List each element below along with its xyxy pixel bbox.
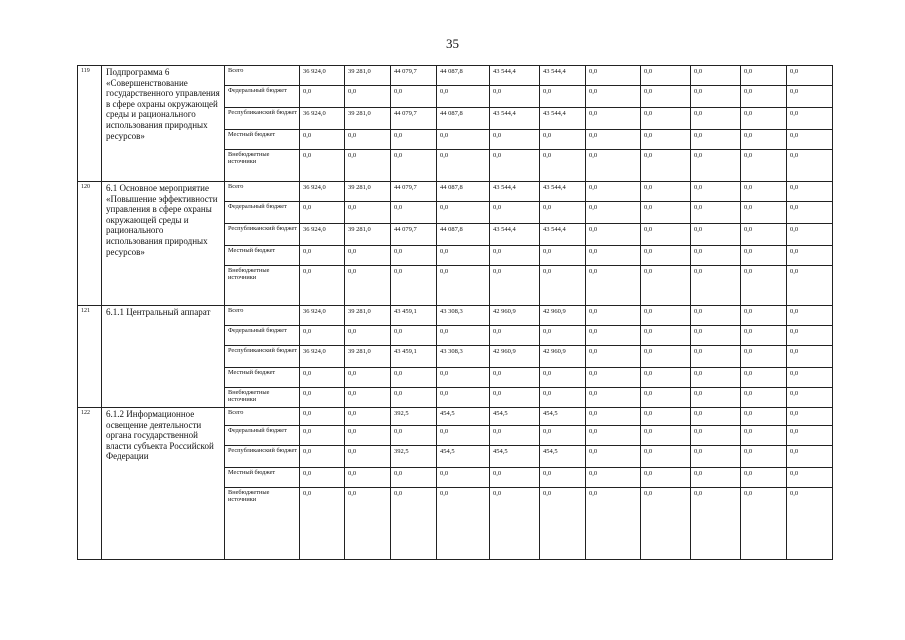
value-cell: 0,0 (691, 446, 741, 468)
value-cell: 0,0 (691, 66, 741, 86)
value-cell: 43 459,1 (391, 346, 437, 368)
value-cell: 43 544,4 (540, 182, 586, 202)
value-cell: 454,5 (540, 446, 586, 468)
value-cell: 0,0 (490, 130, 540, 150)
value-cell: 44 079,7 (391, 182, 437, 202)
value-cell: 42 960,9 (540, 346, 586, 368)
value-cell: 0,0 (540, 368, 586, 388)
value-cell: 0,0 (641, 86, 691, 108)
funding-source: Внебюджетные источники (225, 266, 300, 306)
value-cell: 39 281,0 (345, 66, 391, 86)
value-cell: 0,0 (641, 488, 691, 560)
value-cell: 0,0 (437, 246, 490, 266)
value-cell: 0,0 (787, 108, 833, 130)
value-cell: 44 087,8 (437, 182, 490, 202)
value-cell: 0,0 (345, 326, 391, 346)
value-cell: 0,0 (345, 150, 391, 182)
value-cell: 0,0 (345, 468, 391, 488)
value-cell: 0,0 (345, 488, 391, 560)
value-cell: 0,0 (437, 368, 490, 388)
value-cell: 0,0 (300, 130, 345, 150)
value-cell: 0,0 (641, 150, 691, 182)
value-cell: 0,0 (641, 266, 691, 306)
value-cell: 0,0 (586, 224, 641, 246)
value-cell: 0,0 (787, 66, 833, 86)
value-cell: 0,0 (691, 246, 741, 266)
value-cell: 43 544,4 (490, 182, 540, 202)
value-cell: 0,0 (787, 266, 833, 306)
value-cell: 0,0 (641, 66, 691, 86)
value-cell: 43 544,4 (490, 66, 540, 86)
value-cell: 0,0 (490, 86, 540, 108)
budget-table (77, 65, 833, 560)
value-cell: 0,0 (691, 388, 741, 408)
value-cell: 0,0 (345, 388, 391, 408)
value-cell: 0,0 (691, 224, 741, 246)
value-cell: 0,0 (691, 408, 741, 426)
value-cell: 454,5 (490, 446, 540, 468)
value-cell: 42 960,9 (490, 346, 540, 368)
value-cell: 0,0 (586, 86, 641, 108)
value-cell: 0,0 (741, 468, 787, 488)
value-cell: 0,0 (490, 202, 540, 224)
value-cell: 0,0 (787, 150, 833, 182)
value-cell: 44 079,7 (391, 66, 437, 86)
value-cell: 0,0 (641, 130, 691, 150)
value-cell: 0,0 (391, 426, 437, 446)
value-cell: 0,0 (586, 150, 641, 182)
value-cell: 39 281,0 (345, 346, 391, 368)
value-cell: 0,0 (391, 246, 437, 266)
value-cell: 0,0 (691, 150, 741, 182)
value-cell: 0,0 (741, 182, 787, 202)
value-cell: 0,0 (300, 488, 345, 560)
value-cell: 0,0 (540, 130, 586, 150)
value-cell: 0,0 (787, 446, 833, 468)
value-cell: 0,0 (437, 426, 490, 446)
value-cell: 0,0 (437, 202, 490, 224)
row-number: 119 (78, 66, 102, 182)
value-cell: 0,0 (490, 488, 540, 560)
value-cell: 36 924,0 (300, 306, 345, 326)
value-cell: 0,0 (787, 488, 833, 560)
value-cell: 454,5 (437, 408, 490, 426)
value-cell: 43 544,4 (540, 224, 586, 246)
value-cell: 42 960,9 (490, 306, 540, 326)
value-cell: 0,0 (641, 468, 691, 488)
funding-source: Местный бюджет (225, 130, 300, 150)
value-cell: 0,0 (586, 408, 641, 426)
value-cell: 0,0 (787, 130, 833, 150)
value-cell: 0,0 (540, 468, 586, 488)
value-cell: 0,0 (300, 86, 345, 108)
value-cell: 0,0 (741, 388, 787, 408)
value-cell: 0,0 (641, 224, 691, 246)
funding-source: Федеральный бюджет (225, 86, 300, 108)
value-cell: 43 308,3 (437, 346, 490, 368)
value-cell: 0,0 (691, 130, 741, 150)
value-cell: 0,0 (300, 408, 345, 426)
program-name: 6.1.1 Центральный аппарат (102, 306, 225, 408)
funding-source: Федеральный бюджет (225, 202, 300, 224)
value-cell: 39 281,0 (345, 224, 391, 246)
value-cell: 0,0 (691, 426, 741, 446)
value-cell: 0,0 (300, 388, 345, 408)
value-cell: 0,0 (741, 408, 787, 426)
funding-source: Внебюджетные источники (225, 388, 300, 408)
value-cell: 36 924,0 (300, 346, 345, 368)
value-cell: 454,5 (540, 408, 586, 426)
value-cell: 0,0 (490, 326, 540, 346)
table-row (78, 408, 833, 426)
value-cell: 0,0 (741, 66, 787, 86)
value-cell: 392,5 (391, 408, 437, 426)
value-cell: 0,0 (691, 108, 741, 130)
value-cell: 0,0 (741, 108, 787, 130)
table-row (78, 306, 833, 326)
value-cell: 0,0 (691, 326, 741, 346)
value-cell: 0,0 (787, 468, 833, 488)
value-cell: 43 544,4 (540, 66, 586, 86)
funding-source: Всего (225, 306, 300, 326)
value-cell: 0,0 (540, 202, 586, 224)
program-name: 6.1 Основное мероприятие «Повышение эффективности управления в сфере охраны окружающей среды и рационального использования природных ресурсов» (102, 182, 225, 306)
value-cell: 0,0 (490, 368, 540, 388)
funding-source: Всего (225, 182, 300, 202)
value-cell: 0,0 (586, 468, 641, 488)
value-cell: 0,0 (300, 326, 345, 346)
value-cell: 0,0 (391, 130, 437, 150)
value-cell: 0,0 (300, 150, 345, 182)
funding-source: Местный бюджет (225, 468, 300, 488)
value-cell: 0,0 (391, 150, 437, 182)
value-cell: 0,0 (586, 388, 641, 408)
value-cell: 0,0 (641, 182, 691, 202)
funding-source: Всего (225, 408, 300, 426)
value-cell: 0,0 (391, 326, 437, 346)
program-name: Подпрограмма 6 «Совершенствование государственного управления в сфере охраны окружающей среды и рационального использования природных ресурсов» (102, 66, 225, 182)
value-cell: 0,0 (787, 202, 833, 224)
value-cell: 0,0 (641, 408, 691, 426)
value-cell: 0,0 (586, 306, 641, 326)
value-cell: 0,0 (540, 426, 586, 446)
value-cell: 0,0 (345, 426, 391, 446)
table-row (78, 182, 833, 202)
value-cell: 0,0 (540, 246, 586, 266)
value-cell: 0,0 (586, 108, 641, 130)
value-cell: 0,0 (586, 326, 641, 346)
value-cell: 0,0 (345, 266, 391, 306)
value-cell: 0,0 (300, 246, 345, 266)
value-cell: 0,0 (391, 368, 437, 388)
value-cell: 454,5 (490, 408, 540, 426)
value-cell: 0,0 (641, 306, 691, 326)
funding-source: Республиканский бюджет (225, 108, 300, 130)
value-cell: 0,0 (586, 446, 641, 468)
value-cell: 0,0 (490, 426, 540, 446)
value-cell: 0,0 (345, 246, 391, 266)
value-cell: 0,0 (641, 426, 691, 446)
value-cell: 0,0 (540, 388, 586, 408)
value-cell: 0,0 (437, 488, 490, 560)
value-cell: 0,0 (391, 202, 437, 224)
value-cell: 0,0 (345, 202, 391, 224)
funding-source: Федеральный бюджет (225, 326, 300, 346)
value-cell: 0,0 (391, 266, 437, 306)
value-cell: 0,0 (300, 202, 345, 224)
value-cell: 0,0 (300, 446, 345, 468)
value-cell: 0,0 (345, 86, 391, 108)
value-cell: 43 459,1 (391, 306, 437, 326)
value-cell: 0,0 (641, 388, 691, 408)
value-cell: 0,0 (691, 202, 741, 224)
value-cell: 0,0 (345, 130, 391, 150)
value-cell: 0,0 (391, 86, 437, 108)
value-cell: 0,0 (787, 224, 833, 246)
value-cell: 0,0 (300, 468, 345, 488)
funding-source: Федеральный бюджет (225, 426, 300, 446)
value-cell: 0,0 (490, 266, 540, 306)
value-cell: 0,0 (641, 108, 691, 130)
value-cell: 0,0 (586, 182, 641, 202)
value-cell: 0,0 (741, 368, 787, 388)
value-cell: 0,0 (741, 130, 787, 150)
value-cell: 0,0 (345, 446, 391, 468)
value-cell: 0,0 (691, 266, 741, 306)
row-number: 122 (78, 408, 102, 560)
value-cell: 0,0 (641, 346, 691, 368)
value-cell: 0,0 (691, 488, 741, 560)
value-cell: 36 924,0 (300, 66, 345, 86)
value-cell: 0,0 (787, 86, 833, 108)
row-number: 120 (78, 182, 102, 306)
funding-source: Республиканский бюджет (225, 346, 300, 368)
value-cell: 0,0 (787, 388, 833, 408)
value-cell: 0,0 (787, 426, 833, 446)
value-cell: 0,0 (741, 426, 787, 446)
value-cell: 0,0 (540, 86, 586, 108)
value-cell: 0,0 (540, 266, 586, 306)
value-cell: 0,0 (540, 326, 586, 346)
value-cell: 0,0 (437, 130, 490, 150)
value-cell: 0,0 (741, 346, 787, 368)
value-cell: 42 960,9 (540, 306, 586, 326)
value-cell: 44 087,8 (437, 66, 490, 86)
value-cell: 0,0 (691, 182, 741, 202)
value-cell: 43 544,4 (490, 224, 540, 246)
page-number: 35 (446, 36, 459, 51)
value-cell: 0,0 (741, 266, 787, 306)
value-cell: 39 281,0 (345, 182, 391, 202)
value-cell: 0,0 (691, 306, 741, 326)
value-cell: 0,0 (437, 86, 490, 108)
value-cell: 0,0 (586, 246, 641, 266)
value-cell: 0,0 (490, 468, 540, 488)
table-row (78, 66, 833, 86)
value-cell: 0,0 (345, 368, 391, 388)
value-cell: 0,0 (741, 86, 787, 108)
value-cell: 39 281,0 (345, 108, 391, 130)
value-cell: 43 544,4 (540, 108, 586, 130)
value-cell: 0,0 (437, 388, 490, 408)
value-cell: 0,0 (741, 224, 787, 246)
funding-source: Внебюджетные источники (225, 488, 300, 560)
value-cell: 43 544,4 (490, 108, 540, 130)
funding-source: Республиканский бюджет (225, 446, 300, 468)
value-cell: 0,0 (741, 446, 787, 468)
value-cell: 44 087,8 (437, 108, 490, 130)
value-cell: 0,0 (586, 130, 641, 150)
funding-source: Местный бюджет (225, 246, 300, 266)
value-cell: 0,0 (391, 488, 437, 560)
value-cell: 0,0 (391, 388, 437, 408)
value-cell: 0,0 (586, 426, 641, 446)
value-cell: 0,0 (490, 150, 540, 182)
value-cell: 0,0 (741, 150, 787, 182)
value-cell: 0,0 (490, 388, 540, 408)
value-cell: 44 079,7 (391, 108, 437, 130)
value-cell: 0,0 (787, 326, 833, 346)
funding-source: Местный бюджет (225, 368, 300, 388)
value-cell: 39 281,0 (345, 306, 391, 326)
value-cell: 36 924,0 (300, 108, 345, 130)
value-cell: 454,5 (437, 446, 490, 468)
value-cell: 0,0 (345, 408, 391, 426)
value-cell: 0,0 (300, 426, 345, 446)
value-cell: 0,0 (641, 246, 691, 266)
value-cell: 0,0 (641, 326, 691, 346)
funding-source: Внебюджетные источники (225, 150, 300, 182)
value-cell: 0,0 (586, 488, 641, 560)
value-cell: 0,0 (586, 66, 641, 86)
value-cell: 0,0 (691, 368, 741, 388)
row-number: 121 (78, 306, 102, 408)
program-name: 6.1.2 Информационное освещение деятельности органа государственной власти субъекта Российской Федерации (102, 408, 225, 560)
value-cell: 0,0 (437, 468, 490, 488)
value-cell: 44 079,7 (391, 224, 437, 246)
funding-source: Всего (225, 66, 300, 86)
value-cell: 36 924,0 (300, 224, 345, 246)
value-cell: 0,0 (300, 266, 345, 306)
value-cell: 36 924,0 (300, 182, 345, 202)
value-cell: 0,0 (641, 368, 691, 388)
value-cell: 0,0 (787, 246, 833, 266)
value-cell: 0,0 (741, 306, 787, 326)
value-cell: 0,0 (391, 468, 437, 488)
value-cell: 0,0 (741, 202, 787, 224)
value-cell: 0,0 (787, 368, 833, 388)
value-cell: 0,0 (586, 346, 641, 368)
value-cell: 0,0 (787, 306, 833, 326)
value-cell: 0,0 (741, 488, 787, 560)
value-cell: 0,0 (741, 326, 787, 346)
value-cell: 0,0 (437, 326, 490, 346)
value-cell: 0,0 (437, 150, 490, 182)
value-cell: 0,0 (741, 246, 787, 266)
value-cell: 0,0 (490, 246, 540, 266)
value-cell: 44 087,8 (437, 224, 490, 246)
value-cell: 0,0 (641, 446, 691, 468)
value-cell: 0,0 (540, 488, 586, 560)
value-cell: 0,0 (787, 182, 833, 202)
funding-source: Республиканский бюджет (225, 224, 300, 246)
value-cell: 0,0 (691, 468, 741, 488)
value-cell: 0,0 (437, 266, 490, 306)
value-cell: 0,0 (691, 86, 741, 108)
value-cell: 0,0 (586, 368, 641, 388)
value-cell: 43 308,3 (437, 306, 490, 326)
value-cell: 0,0 (540, 150, 586, 182)
value-cell: 0,0 (787, 346, 833, 368)
value-cell: 0,0 (641, 202, 691, 224)
value-cell: 0,0 (787, 408, 833, 426)
value-cell: 0,0 (586, 202, 641, 224)
value-cell: 0,0 (691, 346, 741, 368)
value-cell: 0,0 (300, 368, 345, 388)
value-cell: 0,0 (586, 266, 641, 306)
value-cell: 392,5 (391, 446, 437, 468)
